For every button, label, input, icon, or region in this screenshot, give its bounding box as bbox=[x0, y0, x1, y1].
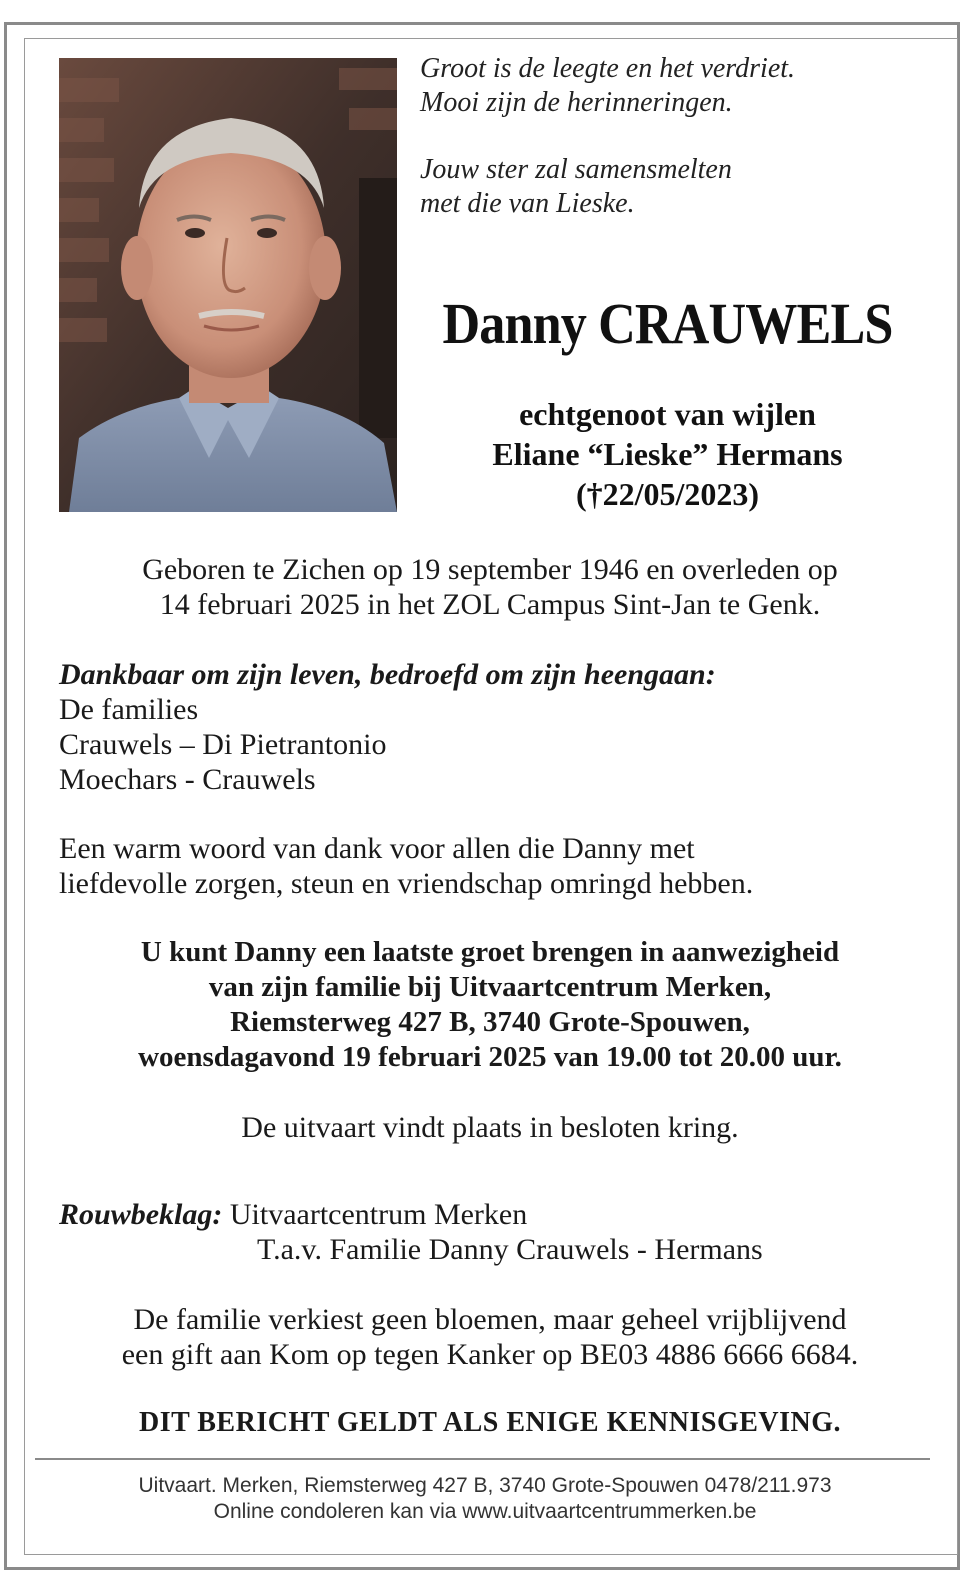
text-line: woensdagavond 19 februari 2025 van 19.00 tot 20.00 uur. bbox=[138, 1041, 842, 1073]
mourners-section bbox=[59, 657, 939, 797]
visitation-info bbox=[40, 935, 940, 1075]
text-line: 14 februari 2025 in het ZOL Campus Sint-Jan te Genk. bbox=[159, 588, 821, 621]
footer-website: Online condoleren kan via www.uitvaartcentrummerken.be bbox=[213, 1500, 757, 1523]
condolence-section bbox=[59, 1197, 939, 1267]
text-line: van zijn familie bij Uitvaartcentrum Merken, bbox=[208, 971, 772, 1003]
portrait-photo bbox=[59, 58, 397, 512]
poem-line: met die van Lieske. bbox=[420, 188, 635, 219]
text-line: een gift aan Kom op tegen Kanker op BE03 4886 6666 6684. bbox=[121, 1338, 859, 1371]
mourner-line: Moechars - Crauwels bbox=[59, 763, 316, 796]
deceased-name: Danny CRAUWELS bbox=[442, 291, 893, 356]
divider bbox=[35, 1458, 930, 1460]
notice-heading: DIT BERICHT GELDT ALS ENIGE KENNISGEVING. bbox=[138, 1407, 842, 1438]
spouse-death-date: (†22/05/2023) bbox=[575, 476, 760, 512]
gift-info bbox=[40, 1302, 940, 1372]
mourner-line: Crauwels – Di Pietrantonio bbox=[59, 728, 387, 761]
mourner-line: De families bbox=[59, 693, 199, 726]
funeral-info: De uitvaart vindt plaats in besloten kring. bbox=[241, 1111, 739, 1144]
footer bbox=[40, 1473, 930, 1525]
text-line: Riemsterweg 427 B, 3740 Grote-Spouwen, bbox=[230, 1006, 750, 1038]
spouse-line: echtgenoot van wijlen bbox=[519, 396, 816, 432]
condolence-label: Rouwbeklag: bbox=[59, 1198, 223, 1231]
spouse-name: Eliane “Lieske” Hermans bbox=[492, 436, 843, 472]
condolence-address-line: T.a.v. Familie Danny Crauwels - Hermans bbox=[257, 1233, 763, 1266]
poem-line: Groot is de leegte en het verdriet. bbox=[420, 53, 796, 84]
text-line: Een warm woord van dank voor allen die Danny met bbox=[59, 832, 695, 865]
poem-line: Mooi zijn de herinneringen. bbox=[420, 87, 733, 118]
condolence-address-line: Uitvaartcentrum Merken bbox=[222, 1198, 528, 1231]
mourners-heading: Dankbaar om zijn leven, bedroefd om zijn heengaan: bbox=[59, 658, 716, 691]
text-line: liefdevolle zorgen, steun en vriendschap omringd hebben. bbox=[59, 867, 754, 900]
footer-address: Uitvaart. Merken, Riemsterweg 427 B, 3740 Grote-Spouwen 0478/211.973 bbox=[138, 1474, 832, 1497]
poem-stanza-1 bbox=[420, 52, 940, 120]
text-line: Geboren te Zichen op 19 september 1946 en overleden op bbox=[142, 553, 838, 586]
thanks-paragraph bbox=[59, 831, 939, 901]
poem-line: Jouw ster zal samensmelten bbox=[420, 154, 732, 185]
birth-death-info bbox=[40, 552, 940, 622]
poem-stanza-2 bbox=[420, 153, 940, 221]
spouse-info bbox=[405, 394, 930, 514]
poem bbox=[420, 52, 940, 254]
text-line: De familie verkiest geen bloemen, maar geheel vrijblijvend bbox=[133, 1303, 847, 1336]
text-line: U kunt Danny een laatste groet brengen in aanwezigheid bbox=[140, 936, 840, 968]
